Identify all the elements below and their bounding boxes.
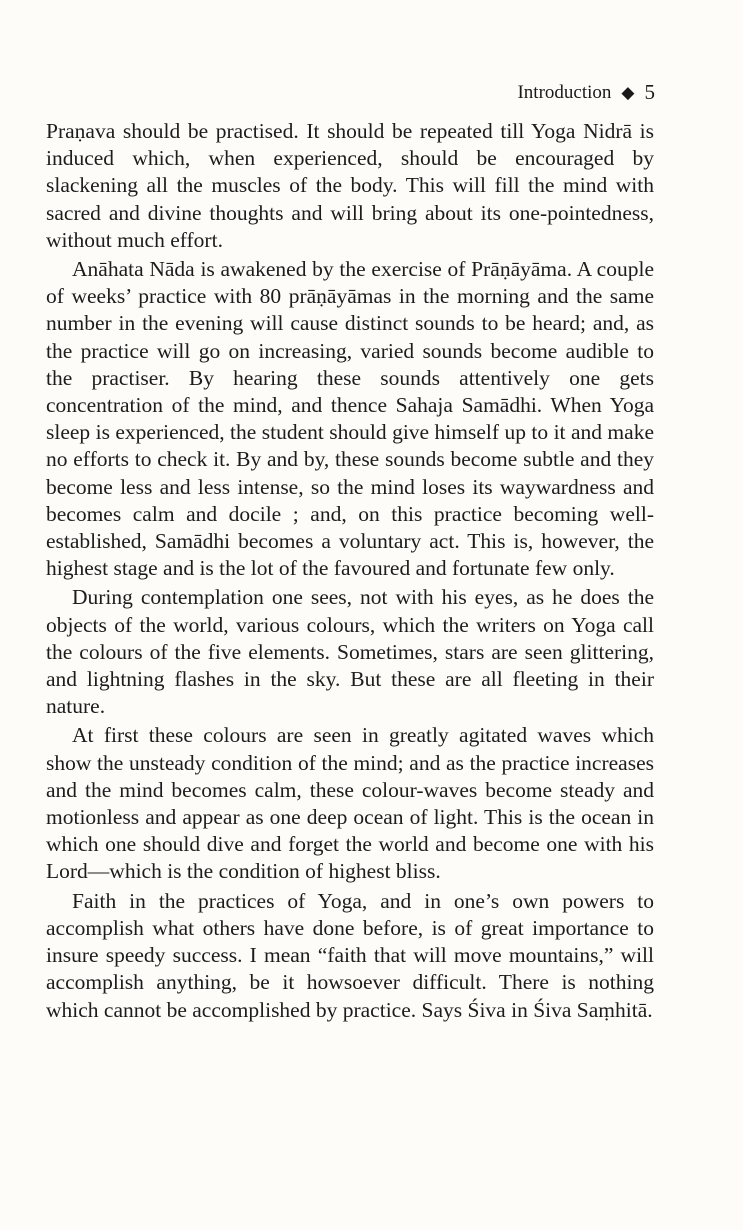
section-title: Introduction — [517, 81, 612, 103]
black-diamond-icon: ◆ — [621, 83, 635, 102]
page-number: 5 — [644, 80, 655, 104]
paragraph-1: Praṇava should be practised. It should be repeated till Yoga Nidrā is induced which, when experienced, should be encouraged by slackening all the muscles of the body. This will fill the mind with sacred and divine thoughts and will bring about its one-pointedness, without much effort. — [46, 119, 654, 252]
paragraph-4: At first these colours are seen in greatly agitated waves which show the unsteady condition of the mind; and as the practice increases and the mind becomes calm, these colour-waves become steady and motionless and appear as one deep ocean of light. This is the ocean in which one should dive and forget the world and become one with his Lord—which is the condition of highest bliss. — [46, 723, 654, 884]
paragraph-3: During contemplation one sees, not with his eyes, as he does the objects of the world, various colours, which the writers on Yoga call the colours of the five elements. Sometimes, stars are seen glittering, and lightning flashes in the sky. But these are all fleeting in their nature. — [46, 585, 654, 719]
paragraph-2: Anāhata Nāda is awakened by the exercise of Prāṇāyāma. A couple of weeks’ practice with 80 prāṇāyāmas in the morning and the same number in the evening will cause distinct sounds to be heard; and, as the practice will go on increasing, varied sounds become audible to the practiser. By hearing these sounds attentively one gets concentration of the mind, and thence Sahaja Samādhi. When Yoga sleep is experienced, the student should give himself up to it and make no efforts to check it. By and by, these sounds become subtle and they become less and less intense, so the mind loses its waywardness and becomes calm and docile ; and, on this practice becoming well-established, Samādhi becomes a voluntary act. This is, however, the highest stage and is the lot of the favoured and fortunate few only. — [46, 257, 654, 581]
paragraph-5: Faith in the practices of Yoga, and in one’s own powers to accomplish what others have done before, is of great importance to insure speedy success. I mean “faith that will move mountains,” will accomplish anything, be it howsoever difficult. There is nothing which cannot be accomplished by practice. Says Śiva in Śiva Saṃhitā. — [46, 888, 654, 1022]
running-head — [517, 80, 655, 105]
body-text — [46, 118, 654, 1026]
